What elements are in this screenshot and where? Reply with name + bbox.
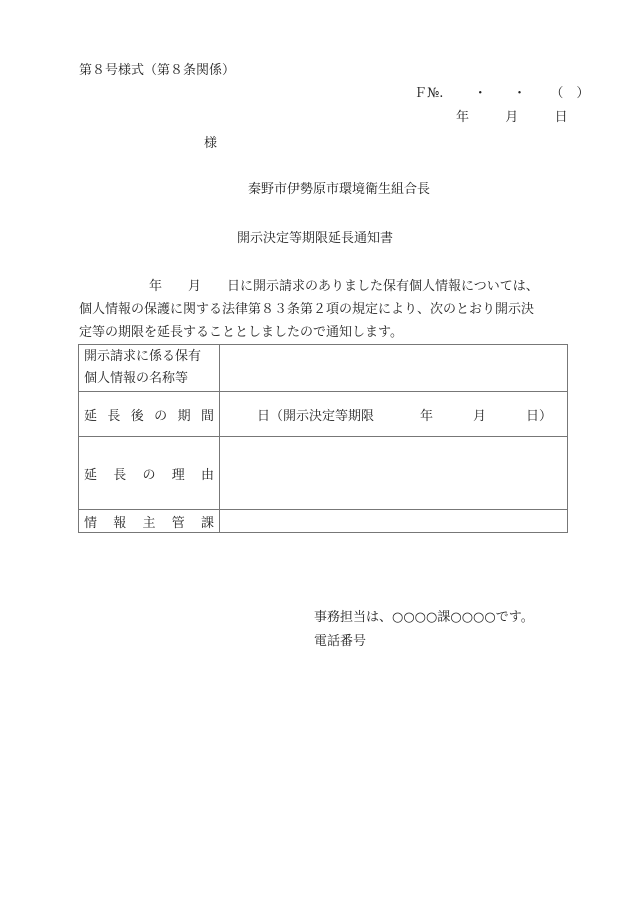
date-year: 年 [456, 110, 470, 125]
extension-form-table [78, 344, 568, 533]
date-month: 月 [505, 110, 519, 125]
table-row [79, 392, 568, 437]
label-char: 報 [113, 515, 127, 531]
label-char: 後 [130, 408, 144, 424]
label-char: 期 [177, 408, 191, 424]
period-year: 年 [419, 408, 433, 424]
period-deadline-label: （開示決定等期限 [270, 408, 375, 424]
label-char: 間 [200, 408, 214, 424]
fno-dot-2: ・ [513, 86, 527, 101]
period-end-day: 日） [525, 408, 552, 424]
body-line-1-text: 日に開示請求のありました保有個人情報については、 [227, 279, 539, 294]
body-line-2: 個人情報の保護に関する法律第８３条第２項の規定により、次のとおり開示決 [79, 302, 535, 317]
body-month: 月 [188, 279, 202, 294]
table-row [79, 345, 568, 392]
form-number: 第８号様式（第８条関係） [79, 63, 236, 78]
label-char: 長 [107, 408, 121, 424]
info-name-field[interactable] [220, 345, 568, 392]
issue-date [456, 111, 568, 124]
managing-division-field[interactable] [220, 510, 568, 533]
phone-number-label: 電話番号 [314, 634, 367, 649]
label-char: 主 [142, 515, 156, 531]
table-row [79, 437, 568, 510]
label-line: 個人情報の名称等 [84, 371, 189, 386]
info-name-label [79, 345, 220, 392]
period-month: 月 [472, 408, 486, 424]
fno-label: Ｆ№. [414, 86, 444, 101]
label-char: 長 [113, 467, 127, 483]
fno-dot-1: ・ [473, 86, 487, 101]
fno-paren: （ ） [550, 86, 590, 101]
label-char: 情 [84, 515, 98, 531]
label-char: 由 [200, 467, 214, 483]
period-day: 日 [257, 408, 271, 424]
label-char: 理 [171, 467, 185, 483]
extended-period-field[interactable] [220, 392, 568, 437]
body-paragraph [79, 275, 574, 344]
label-char: の [154, 408, 168, 424]
managing-division-label [79, 510, 220, 533]
label-char: 課 [200, 515, 214, 531]
extension-reason-label [79, 437, 220, 510]
table-row [79, 510, 568, 533]
body-line-1 [79, 275, 574, 298]
date-day: 日 [554, 110, 568, 125]
document-number [414, 87, 589, 100]
label-char: 管 [171, 515, 185, 531]
body-line-3: 定等の期限を延長することとしましたので通知します。 [79, 325, 403, 340]
label-char: の [142, 467, 156, 483]
label-char: 延 [84, 408, 98, 424]
contact-person: 事務担当は、○○○○課○○○○です。 [314, 610, 534, 625]
extension-reason-field[interactable] [220, 437, 568, 510]
body-year: 年 [149, 279, 163, 294]
extended-period-label [79, 392, 220, 437]
label-line: 開示請求に係る保有 [84, 349, 202, 364]
label-char: 延 [84, 467, 98, 483]
addressee-suffix: 様 [204, 136, 218, 151]
sender-name: 秦野市伊勢原市環境衛生組合長 [248, 182, 431, 197]
document-title: 開示決定等期限延長通知書 [237, 231, 394, 246]
